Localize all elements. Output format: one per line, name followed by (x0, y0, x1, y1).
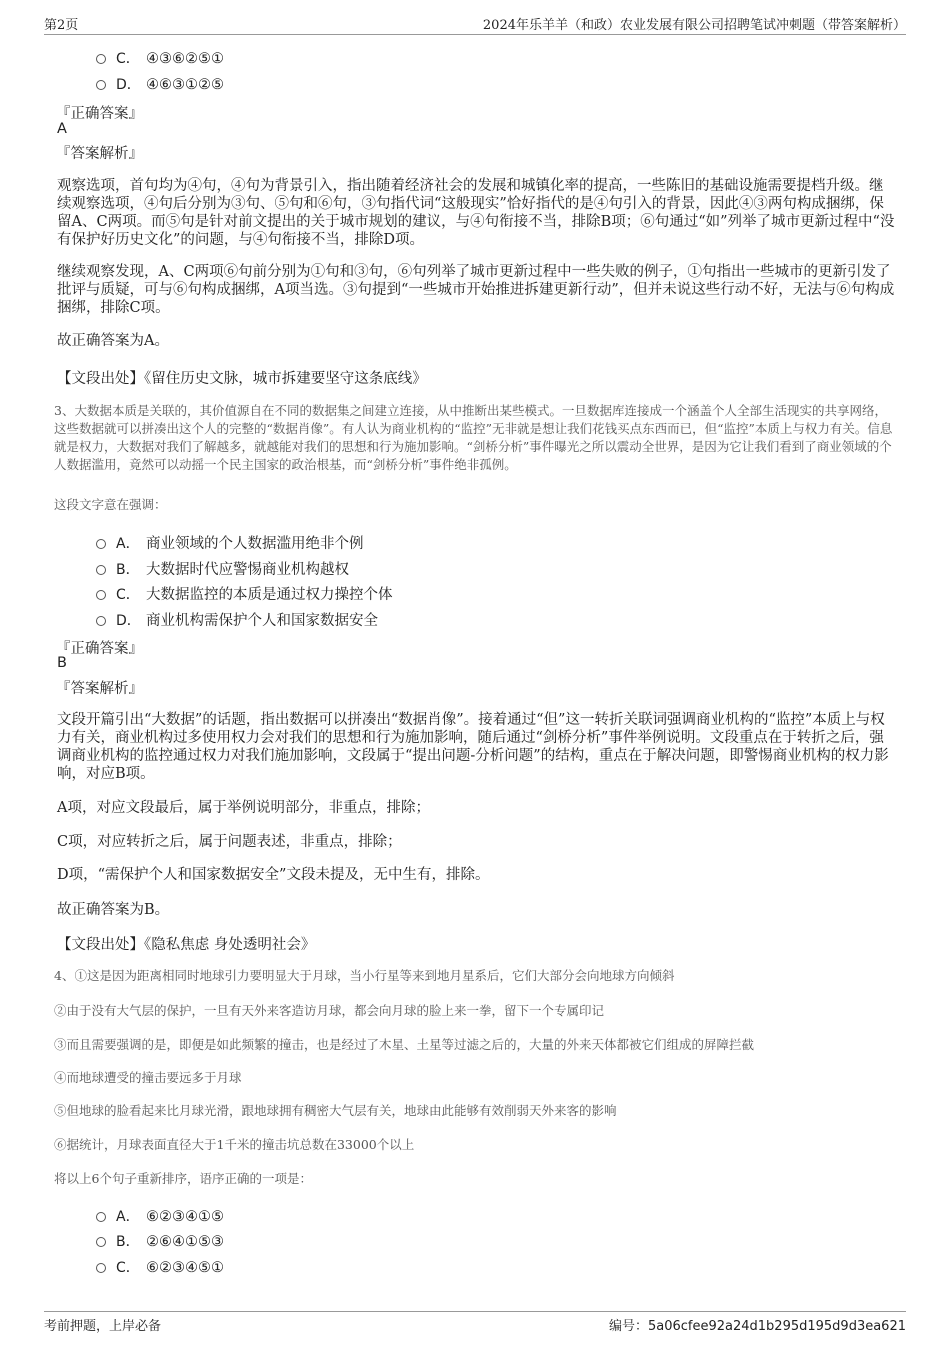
footer-slogan: 考前押题，上岸必备 (44, 1319, 162, 1334)
q4-sentence: ⑤但地球的脸看起来比月球光滑，跟地球拥有稠密大气层有关，地球由此能够有效削弱天外来客的影响 (54, 1103, 617, 1118)
radio-icon[interactable] (96, 590, 106, 600)
page-header (44, 14, 906, 35)
q4-option-a[interactable]: A． ⑥②③④①⑤ (96, 1206, 224, 1226)
q2-analysis-paragraph: 继续观察发现，A、C两项⑥句前分别为①句和③句，⑥句列举了城市更新过程中一些失败的例子，①句指出一些城市的更新引发了批评与质疑，可与⑥句构成捆绑，A项当选。③句提到“一些城市开始推进拆建更新行动”，但并未说这些行动不好，无法与⑥句构成捆绑，排除C项。 (57, 264, 895, 316)
q3-analysis-item: C项，对应转折之后，属于问题表述，非重点，排除； (57, 834, 402, 850)
q2-answer: A (57, 121, 67, 137)
q3-option-d[interactable]: D． 商业机构需保护个人和国家数据安全 (96, 609, 378, 630)
radio-icon[interactable] (96, 1237, 106, 1247)
radio-icon[interactable] (96, 539, 106, 549)
q4-sentence: 4、①这是因为距离相同时地球引力要明显大于月球，当小行星等来到地月星系后，它们大部分会向地球方向倾斜 (54, 968, 675, 983)
radio-icon[interactable] (96, 616, 106, 626)
q4-option-b[interactable]: B． ②⑥④①⑤③ (96, 1231, 224, 1251)
q4-sentence: ③而且需要强调的是，即便是如此频繁的撞击，也是经过了木星、土星等过滤之后的，大量的外来天体都被它们组成的屏障拦截 (54, 1037, 755, 1052)
q4-sentence: ②由于没有大气层的保护，一旦有天外来客造访月球，都会向月球的脸上来一拳，留下一个专属印记 (54, 1003, 605, 1018)
q3-answer-label: 『正确答案』 (56, 641, 143, 657)
q3-analysis-label: 『答案解析』 (56, 681, 143, 697)
q4-sentence: ④而地球遭受的撞击要远多于月球 (54, 1070, 242, 1085)
radio-icon[interactable] (96, 80, 106, 90)
q3-option-c[interactable]: C． 大数据监控的本质是通过权力操控个体 (96, 583, 393, 604)
q3-analysis-conclusion: 故正确答案为B。 (57, 902, 170, 918)
document-code: 编号：5a06cfee92a24d1b295d195d9d3ea621 (608, 1319, 906, 1334)
q3-prompt: 这段文字意在强调： (54, 497, 167, 512)
page-footer (44, 1311, 906, 1336)
q2-analysis-paragraph: 观察选项，首句均为④句，④句为背景引入，指出随着经济社会的发展和城镇化率的提高，一些陈旧的基础设施需要提档升级。继续观察选项，④句后分别为③句、⑤句和⑥句，③句指代词“这般现实”恰好指代的是④句引入的背景，因此④③两句构成捆绑，保留A、C两项。而⑤句是针对前文提出的关于城市规划的建议，与④句衔接不当，排除B项；⑥句通过“如”列举了城市更新过程中“没有保护好历史文化”的问题，与④句衔接不当，排除D项。 (57, 178, 895, 248)
q2-source: 【文段出处】《留住历史文脉，城市拆建要坚守这条底线》 (57, 371, 427, 387)
q2-option-d[interactable]: D． ④⑥③①②⑤ (96, 74, 224, 94)
q3-analysis-paragraph: 文段开篇引出“大数据”的话题，指出数据可以拼凑出“数据肖像”。接着通过“但”这一转折关联词强调商业机构的“监控”本质上与权力有关，商业机构过多使用权力会对我们的思想和行为施加影响，随后通过“剑桥分析”事件举例说明。文段重点在于转折之后，强调商业机构的监控通过权力对我们施加影响，文段属于“提出问题-分析问题”的结构，重点在于解决问题，即警惕商业机构的权力影响，对应B项。 (57, 712, 889, 782)
q3-option-b[interactable]: B． 大数据时代应警惕商业机构越权 (96, 558, 349, 579)
radio-icon[interactable] (96, 565, 106, 575)
q3-source: 【文段出处】《隐私焦虑 身处透明社会》 (57, 937, 316, 953)
radio-icon[interactable] (96, 1212, 106, 1222)
document-title: 2024年乐羊羊（和政）农业发展有限公司招聘笔试冲刺题（带答案解析） (482, 18, 906, 33)
q2-answer-label: 『正确答案』 (56, 106, 143, 122)
q2-option-c[interactable]: C． ④③⑥②⑤① (96, 48, 224, 68)
q4-sentence: ⑥据统计，月球表面直径大于1千米的撞击坑总数在33000个以上 (54, 1137, 415, 1152)
radio-icon[interactable] (96, 54, 106, 64)
q3-answer: B (57, 655, 67, 671)
q4-option-c[interactable]: C． ⑥②③④⑤① (96, 1257, 224, 1277)
q3-analysis-item: D项，“需保护个人和国家数据安全”文段未提及，无中生有，排除。 (57, 867, 490, 883)
radio-icon[interactable] (96, 1263, 106, 1273)
q2-analysis-conclusion: 故正确答案为A。 (57, 333, 169, 349)
q3-option-a[interactable]: A． 商业领域的个人数据滥用绝非个例 (96, 532, 364, 553)
q3-analysis-item: A项，对应文段最后，属于举例说明部分，非重点，排除； (57, 800, 430, 816)
q4-prompt: 将以上6个句子重新排序，语序正确的一项是： (54, 1171, 312, 1186)
q3-stem: 3、大数据本质是关联的，其价值源自在不同的数据集之间建立连接，从中推断出某些模式。一旦数据库连接成一个涵盖个人全部生活现实的共享网络，这些数据就可以拼凑出这个人的完整的“数据肖像”。有人认为商业机构的“监控”无非就是想让我们花钱买点东西而已，但“监控”本质上与权力有关。信息就是权力，大数据对我们了解越多，就越能对我们的思想和行为施加影响。“剑桥分析”事件曝光之所以震动全世界，是因为它让我们看到了商业领域的个人数据滥用，竟然可以动摇一个民主国家的政治根基，而“剑桥分析”事件绝非孤例。 (54, 403, 893, 472)
page-number: 第2页 (44, 18, 79, 33)
q2-analysis-label: 『答案解析』 (56, 146, 143, 162)
